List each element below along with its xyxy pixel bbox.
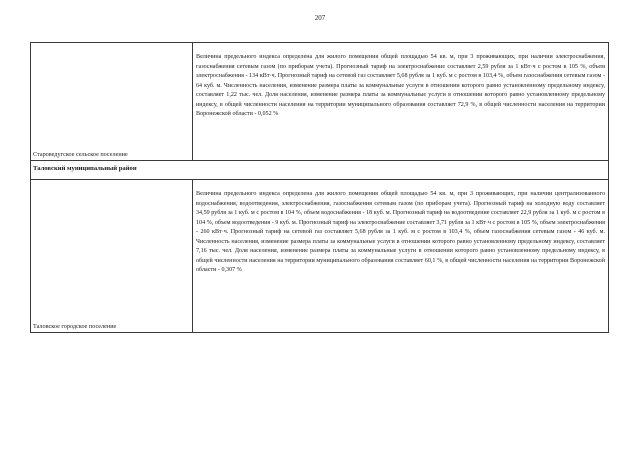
index-description-cell: Величина предельного индекса определена для жилого помещения общей площадью 54 кв. м, при 3 проживающих, при наличии электроснабжения, газоснабжения сетевым газом (по приборам учета). Прогнозный тариф на электроснабжение составляет 2,59 рубля за 1 кВт·ч с ростом в 105 %, объем электроснабжения - 134 кВт·ч. Прогнозный тариф на сетевой газ составляет 5,68 рубля за 1 куб. м с ростом в 103,4 %, объем газоснабжения сетевым газом - 64 куб. м. Численность населения, изменение размера платы за коммунальные услуги в отношении которого равно установленному предельному индексу, составляет 1,22 тыс. чел. Доля населения, изменение размера платы за коммунальные услуги в отношении которого равно установленному предельному индексу, в общей численности населения на территории муниципального образования составляет 72,9 %, в общей численности населения на территории Воронежской области - 0,052 % — [193, 43, 609, 161]
index-description-cell: Величина предельного индекса определена для жилого помещения общей площадью 54 кв. м, при 3 проживающих, при наличии централизованного водоснабжения, водоотведения, электроснабжения, газоснабжения сетевым газом (по приборам учета). Прогнозный тариф на холодную воду составляет 34,59 рубля за 1 куб. м с ростом в 104 %, объем водоснабжения - 18 куб. м. Прогнозный тариф на водоотведение составляет 22,9 рубля за 1 куб. м с ростом в 104 %, объем водоотведения - 9 куб. м. Прогнозный тариф на электроснабжение составляет 3,71 рубля за 1 кВт·ч с ростом в 105 %, объем электроснабжения - 260 кВт·ч. Прогнозный тариф на сетевой газ составляет 5,68 рубля за 1 куб. м с ростом в 103,4 %, объем газоснабжения сетевым газом - 46 куб. м. Численность населения, изменение размера платы за коммунальные услуги в отношении которого равно установленному предельному индексу, составляет 7,16 тыс. чел. Доля населения, изменение размера платы за коммунальные услуги в отношении которого равно установленному предельному индексу, в общей численности населения на территории муниципального образования составляет 60,1 %, в общей численности населения на территории Воронежской области - 0,307 % — [193, 180, 609, 333]
table-row — [31, 43, 609, 161]
table-row — [31, 180, 609, 333]
page-number: 207 — [314, 14, 326, 22]
section-header-row — [31, 161, 609, 180]
settlement-name-cell: Староведугское сельское поселение — [31, 43, 193, 161]
settlement-name-cell: Таловское городское поселение — [31, 180, 193, 333]
tariff-index-table — [30, 42, 609, 333]
district-section-title: Таловский муниципальный район — [31, 161, 609, 180]
